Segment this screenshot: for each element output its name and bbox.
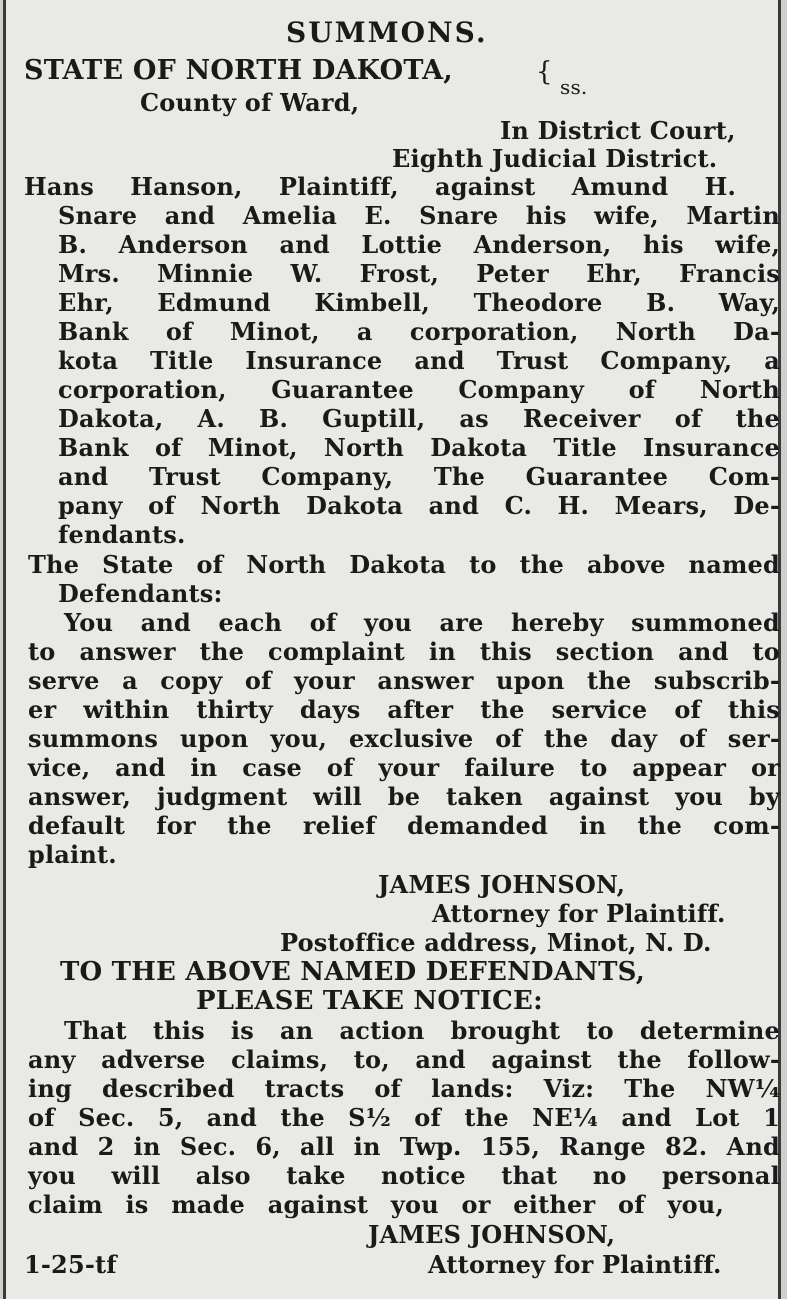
- district-line: Eighth Judicial District.: [392, 144, 718, 173]
- court-line: In District Court,: [500, 116, 736, 145]
- parties-line: Ehr, Edmund Kimbell, Theodore B. Way,: [58, 288, 780, 317]
- attorney-title: Attorney for Plaintiff.: [432, 899, 726, 928]
- attorney-signature: JAMES JOHNSON,: [368, 1220, 616, 1249]
- run-code: 1-25-tf: [24, 1250, 117, 1279]
- parties-line: Dakota, A. B. Guptill, as Receiver of the: [58, 404, 780, 433]
- parties-line: Bank of Minot, a corporation, North Da-: [58, 317, 780, 346]
- notice-title: SUMMONS.: [286, 16, 488, 49]
- summons-body-line: er within thirty days after the service of this: [28, 695, 780, 724]
- newspaper-clipping: [3, 0, 781, 1299]
- summons-body-line: You and each of you are hereby summoned: [64, 608, 780, 637]
- parties-line: and Trust Company, The Guarantee Com-: [58, 462, 780, 491]
- notice-body-line: and 2 in Sec. 6, all in Twp. 155, Range 82. And: [28, 1132, 780, 1161]
- notice-body-line: ing described tracts of lands: Viz: The NW¼: [28, 1074, 780, 1103]
- state-line: STATE OF NORTH DAKOTA,: [24, 55, 453, 86]
- notice-body-line: you will also take notice that no personal: [28, 1161, 780, 1190]
- please-take-notice-heading: PLEASE TAKE NOTICE:: [196, 986, 543, 1016]
- address-line: Defendants:: [58, 579, 223, 608]
- summons-body-line: vice, and in case of your failure to appear or: [28, 753, 780, 782]
- ss-label: ss.: [560, 75, 588, 99]
- summons-body-line: to answer the complaint in this section and to: [28, 637, 780, 666]
- county-line: County of Ward,: [140, 88, 360, 117]
- to-defendants-heading: TO THE ABOVE NAMED DEFENDANTS,: [60, 957, 645, 987]
- postoffice-address: Postoffice address, Minot, N. D.: [280, 928, 712, 957]
- parties-line: Snare and Amelia E. Snare his wife, Martin: [58, 201, 780, 230]
- notice-body-line: claim is made against you or either of you,: [28, 1190, 724, 1219]
- summons-body-line: serve a copy of your answer upon the subscrib-: [28, 666, 780, 695]
- summons-body-line: summons upon you, exclusive of the day of ser-: [28, 724, 780, 753]
- brace-glyph: {: [536, 57, 553, 87]
- summons-body-line: plaint.: [28, 840, 117, 869]
- attorney-title: Attorney for Plaintiff.: [428, 1250, 722, 1279]
- parties-line: kota Title Insurance and Trust Company, a: [58, 346, 780, 375]
- notice-body-line: That this is an action brought to determine: [64, 1016, 780, 1045]
- parties-line: pany of North Dakota and C. H. Mears, De-: [58, 491, 780, 520]
- parties-line: corporation, Guarantee Company of North: [58, 375, 780, 404]
- summons-body-line: answer, judgment will be taken against you by: [28, 782, 780, 811]
- notice-body-line: of Sec. 5, and the S½ of the NE¼ and Lot 1: [28, 1103, 780, 1132]
- summons-body-line: default for the relief demanded in the com-: [28, 811, 780, 840]
- parties-line: fendants.: [58, 520, 186, 549]
- parties-line: Mrs. Minnie W. Frost, Peter Ehr, Francis: [58, 259, 780, 288]
- parties-line: Bank of Minot, North Dakota Title Insurance: [58, 433, 780, 462]
- parties-line: Hans Hanson, Plaintiff, against Amund H.: [24, 172, 736, 201]
- attorney-signature: JAMES JOHNSON,: [378, 870, 626, 899]
- parties-line: B. Anderson and Lottie Anderson, his wife,: [58, 230, 780, 259]
- address-line: The State of North Dakota to the above named: [28, 550, 780, 579]
- notice-body-line: any adverse claims, to, and against the follow-: [28, 1045, 780, 1074]
